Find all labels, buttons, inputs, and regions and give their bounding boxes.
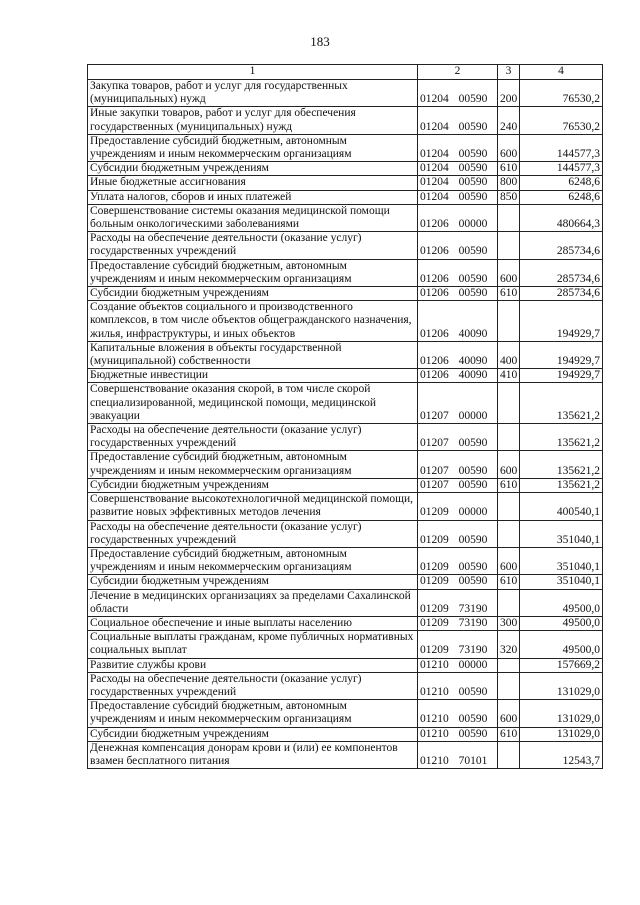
row-code: 01206 40090	[418, 369, 498, 383]
row-amount: 49500,0	[520, 631, 603, 658]
row-code: 01206 00590	[418, 259, 498, 286]
row-name: Совершенствование оказания скорой, в том числе скорой специализированной, медицинской помощи, медицинской эвакуации	[88, 383, 418, 424]
table-row	[88, 658, 603, 672]
table-row	[88, 741, 603, 768]
table-row	[88, 547, 603, 574]
row-name: Расходы на обеспечение деятельности (оказание услуг) государственных учреждений	[88, 424, 418, 451]
table-row	[88, 424, 603, 451]
row-amount: 49500,0	[520, 616, 603, 630]
header-col-1: 1	[88, 65, 418, 80]
row-expense-type: 610	[498, 727, 520, 741]
row-name: Предоставление субсидий бюджетным, автономным учреждениям и иным некоммерческим организациям	[88, 547, 418, 574]
row-amount: 131029,0	[520, 700, 603, 727]
row-amount: 194929,7	[520, 369, 603, 383]
row-amount: 135621,2	[520, 451, 603, 478]
row-amount: 400540,1	[520, 493, 603, 520]
row-name: Совершенствование высокотехнологичной медицинской помощи, развитие новых эффективных методов лечения	[88, 493, 418, 520]
row-code: 01209 73190	[418, 589, 498, 616]
row-expense-type: 410	[498, 369, 520, 383]
row-name: Субсидии бюджетным учреждениям	[88, 287, 418, 301]
row-code: 01204 00590	[418, 190, 498, 204]
row-name: Предоставление субсидий бюджетным, автономным учреждениям и иным некоммерческим организациям	[88, 700, 418, 727]
row-amount: 135621,2	[520, 478, 603, 492]
header-row	[88, 65, 603, 80]
row-code: 01206 00000	[418, 204, 498, 231]
row-code: 01206 00590	[418, 232, 498, 259]
row-code: 01210 00000	[418, 658, 498, 672]
row-name: Предоставление субсидий бюджетным, автономным учреждениям и иным некоммерческим организациям	[88, 451, 418, 478]
table-row	[88, 176, 603, 190]
row-expense-type: 300	[498, 616, 520, 630]
row-code: 01207 00590	[418, 424, 498, 451]
table-row	[88, 369, 603, 383]
row-amount: 285734,6	[520, 259, 603, 286]
table-row	[88, 107, 603, 134]
page-number: 183	[310, 34, 330, 49]
row-code: 01204 00590	[418, 134, 498, 161]
row-amount: 49500,0	[520, 589, 603, 616]
row-expense-type: 610	[498, 162, 520, 176]
row-amount: 76530,2	[520, 107, 603, 134]
row-expense-type: 600	[498, 547, 520, 574]
row-expense-type: 600	[498, 134, 520, 161]
table-row	[88, 301, 603, 342]
row-amount: 157669,2	[520, 658, 603, 672]
row-expense-type: 610	[498, 575, 520, 589]
row-name: Создание объектов социального и производственного комплексов, в том числе объектов общегражданского назначения, жилья, инфраструктуры, и иных объектов	[88, 301, 418, 342]
row-expense-type	[498, 658, 520, 672]
row-name: Расходы на обеспечение деятельности (оказание услуг) государственных учреждений	[88, 520, 418, 547]
row-code: 01206 00590	[418, 287, 498, 301]
row-name: Субсидии бюджетным учреждениям	[88, 162, 418, 176]
row-name: Иные бюджетные ассигнования	[88, 176, 418, 190]
row-code: 01204 00590	[418, 176, 498, 190]
table-row	[88, 204, 603, 231]
row-name: Капитальные вложения в объекты государственной (муниципальной) собственности	[88, 341, 418, 368]
row-expense-type	[498, 204, 520, 231]
row-name: Субсидии бюджетным учреждениям	[88, 575, 418, 589]
row-amount: 194929,7	[520, 301, 603, 342]
row-expense-type: 400	[498, 341, 520, 368]
row-name: Расходы на обеспечение деятельности (оказание услуг) государственных учреждений	[88, 232, 418, 259]
row-name: Бюджетные инвестиции	[88, 369, 418, 383]
row-amount: 285734,6	[520, 232, 603, 259]
row-expense-type	[498, 232, 520, 259]
row-expense-type	[498, 301, 520, 342]
table-row	[88, 727, 603, 741]
row-amount: 12543,7	[520, 741, 603, 768]
table-row	[88, 341, 603, 368]
row-expense-type: 200	[498, 80, 520, 107]
row-amount: 6248,6	[520, 176, 603, 190]
row-name: Развитие службы крови	[88, 658, 418, 672]
row-amount: 351040,1	[520, 520, 603, 547]
row-amount: 76530,2	[520, 80, 603, 107]
row-name: Субсидии бюджетным учреждениям	[88, 727, 418, 741]
row-code: 01209 00590	[418, 547, 498, 574]
row-expense-type: 610	[498, 287, 520, 301]
row-code: 01207 00590	[418, 451, 498, 478]
row-amount: 351040,1	[520, 547, 603, 574]
row-code: 01209 00590	[418, 575, 498, 589]
header-col-3: 3	[498, 65, 520, 80]
row-expense-type	[498, 493, 520, 520]
table-row	[88, 190, 603, 204]
table-row	[88, 134, 603, 161]
table-row	[88, 631, 603, 658]
row-code: 01206 40090	[418, 301, 498, 342]
row-expense-type	[498, 589, 520, 616]
row-code: 01210 00590	[418, 700, 498, 727]
table-row	[88, 616, 603, 630]
row-expense-type: 240	[498, 107, 520, 134]
table-row	[88, 589, 603, 616]
header-col-2: 2	[418, 65, 498, 80]
row-code: 01210 70101	[418, 741, 498, 768]
table-row	[88, 232, 603, 259]
table-row	[88, 575, 603, 589]
table-row	[88, 162, 603, 176]
row-name: Совершенствование системы оказания медицинской помощи больным онкологическими заболеваниями	[88, 204, 418, 231]
table-row	[88, 259, 603, 286]
row-amount: 144577,3	[520, 162, 603, 176]
row-expense-type	[498, 383, 520, 424]
table-row	[88, 700, 603, 727]
row-name: Предоставление субсидий бюджетным, автономным учреждениям и иным некоммерческим организациям	[88, 259, 418, 286]
row-name: Социальное обеспечение и иные выплаты населению	[88, 616, 418, 630]
row-name: Закупка товаров, работ и услуг для государственных (муниципальных) нужд	[88, 80, 418, 107]
row-expense-type	[498, 520, 520, 547]
table-row	[88, 520, 603, 547]
table-row	[88, 493, 603, 520]
table-row	[88, 672, 603, 699]
row-code: 01206 40090	[418, 341, 498, 368]
row-expense-type: 610	[498, 478, 520, 492]
row-name: Денежная компенсация донорам крови и (или) ее компонентов взамен бесплатного питания	[88, 741, 418, 768]
row-code: 01207 00590	[418, 478, 498, 492]
row-expense-type	[498, 741, 520, 768]
row-code: 01209 00590	[418, 520, 498, 547]
row-name: Иные закупки товаров, работ и услуг для обеспечения государственных (муниципальных) нужд	[88, 107, 418, 134]
table-body	[88, 80, 603, 769]
header-col-4: 4	[520, 65, 603, 80]
row-name: Расходы на обеспечение деятельности (оказание услуг) государственных учреждений	[88, 672, 418, 699]
row-code: 01209 00000	[418, 493, 498, 520]
table-row	[88, 451, 603, 478]
row-name: Предоставление субсидий бюджетным, автономным учреждениям и иным некоммерческим организациям	[88, 134, 418, 161]
row-amount: 480664,3	[520, 204, 603, 231]
row-amount: 135621,2	[520, 424, 603, 451]
row-code: 01209 73190	[418, 631, 498, 658]
row-expense-type	[498, 424, 520, 451]
row-amount: 135621,2	[520, 383, 603, 424]
row-expense-type: 600	[498, 451, 520, 478]
row-amount: 285734,6	[520, 287, 603, 301]
row-name: Субсидии бюджетным учреждениям	[88, 478, 418, 492]
row-amount: 144577,3	[520, 134, 603, 161]
row-amount: 194929,7	[520, 341, 603, 368]
row-amount: 131029,0	[520, 727, 603, 741]
row-code: 01210 00590	[418, 672, 498, 699]
row-code: 01204 00590	[418, 80, 498, 107]
row-name: Уплата налогов, сборов и иных платежей	[88, 190, 418, 204]
row-expense-type: 600	[498, 259, 520, 286]
row-code: 01207 00000	[418, 383, 498, 424]
row-amount: 131029,0	[520, 672, 603, 699]
row-code: 01210 00590	[418, 727, 498, 741]
row-expense-type: 320	[498, 631, 520, 658]
table-header	[88, 65, 603, 80]
row-expense-type	[498, 672, 520, 699]
row-expense-type: 850	[498, 190, 520, 204]
row-expense-type: 600	[498, 700, 520, 727]
budget-table	[87, 64, 603, 769]
row-code: 01204 00590	[418, 162, 498, 176]
table-row	[88, 478, 603, 492]
row-name: Лечение в медицинских организациях за пределами Сахалинской области	[88, 589, 418, 616]
row-amount: 351040,1	[520, 575, 603, 589]
row-amount: 6248,6	[520, 190, 603, 204]
row-code: 01209 73190	[418, 616, 498, 630]
table-row	[88, 383, 603, 424]
table-row	[88, 80, 603, 107]
row-name: Социальные выплаты гражданам, кроме публичных нормативных социальных выплат	[88, 631, 418, 658]
row-expense-type: 800	[498, 176, 520, 190]
table-row	[88, 287, 603, 301]
row-code: 01204 00590	[418, 107, 498, 134]
